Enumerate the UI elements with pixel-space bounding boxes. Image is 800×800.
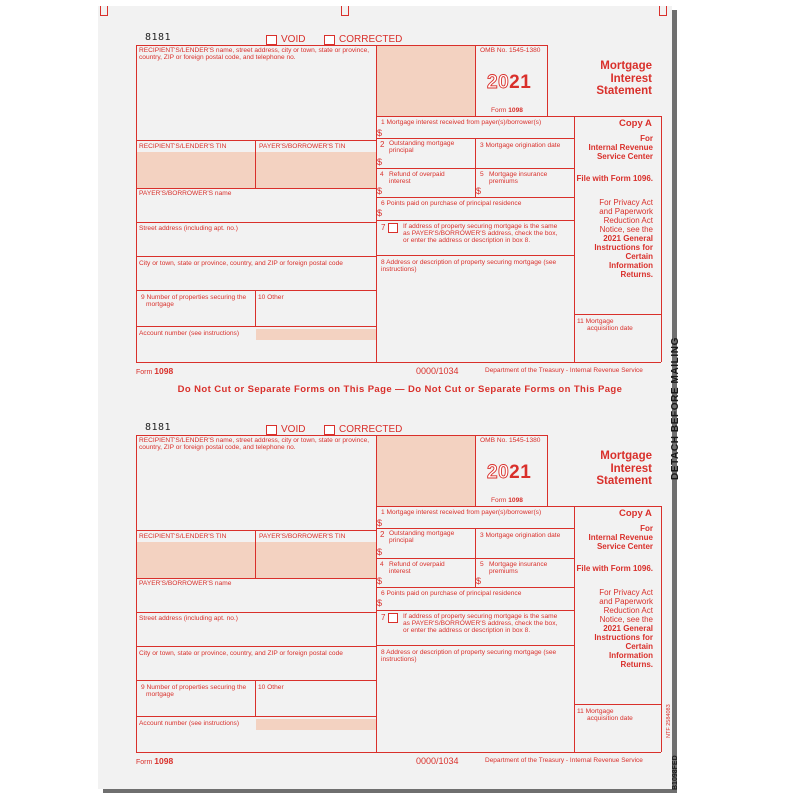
label-line: acquisition date — [587, 715, 633, 723]
box5-label — [489, 171, 547, 185]
box7-label — [403, 223, 573, 245]
rule — [255, 140, 256, 188]
form-word: Form — [491, 107, 507, 114]
recipient-tin-label: RECIPIENT'S/LENDER'S TIN — [139, 533, 227, 540]
form-name: 1098 — [508, 107, 523, 114]
box4-dollar: $ — [377, 186, 383, 196]
file-with-note: File with Form 1096. — [576, 174, 653, 183]
form-id — [491, 497, 523, 504]
rule — [136, 612, 376, 613]
rule — [136, 530, 376, 531]
rule — [376, 587, 574, 588]
label-line: If address of property securing mortgage is the same — [403, 223, 558, 230]
label-line: as PAYER'S/BORROWER'S address, check the box, — [403, 620, 558, 628]
box5-number: 5 — [480, 171, 484, 178]
box2-number: 2 — [380, 140, 385, 149]
side-line: Returns. — [620, 660, 653, 669]
side-line: For Privacy Act — [599, 588, 653, 597]
account-number-field[interactable] — [256, 719, 376, 730]
label-line: Outstanding mortgage — [389, 140, 455, 147]
box2-label — [389, 530, 454, 544]
side-line: For — [640, 524, 653, 533]
box1-amount-field[interactable] — [386, 127, 572, 137]
department-of-treasury: Department of the Treasury - Internal Revenue Service — [485, 757, 643, 764]
rule — [136, 646, 376, 647]
form-title — [562, 60, 652, 98]
box3-label: 3 Mortgage origination date — [480, 532, 561, 539]
year-prefix: 20 — [487, 72, 510, 93]
rule — [376, 197, 574, 198]
box1-amount-field[interactable] — [386, 517, 572, 527]
copy-a-label: Copy A — [619, 508, 652, 519]
city-state-zip-label: City or town, state or province, country, and ZIP or foreign postal code — [139, 650, 343, 657]
street-address-field[interactable] — [137, 624, 375, 645]
label-line: 11 Mortgage — [577, 708, 614, 715]
label-line: principal — [389, 537, 414, 545]
box4-dollar: $ — [377, 576, 383, 586]
side-line: Notice, see the — [599, 225, 653, 234]
payer-tin-field[interactable] — [256, 152, 376, 188]
title-line: Mortgage — [600, 450, 652, 462]
catalog-number: 0000/1034 — [416, 366, 459, 376]
box6-dollar: $ — [377, 208, 383, 218]
year-prefix: 20 — [487, 462, 510, 483]
rule — [136, 435, 547, 436]
office-use-shaded-area — [377, 46, 475, 116]
form-name: 1098 — [508, 497, 523, 504]
form-word: Form — [491, 497, 507, 504]
label-line: premiums — [489, 568, 518, 576]
department-of-treasury: Department of the Treasury - Internal Revenue Service — [485, 367, 643, 374]
box10-other-field[interactable] — [257, 302, 375, 325]
year-suffix: 21 — [509, 462, 532, 483]
rule — [661, 116, 662, 362]
payer-name-label: PAYER'S/BORROWER'S name — [139, 190, 232, 197]
side-line: Internal Revenue — [588, 533, 653, 542]
label-line: interest — [389, 568, 411, 576]
title-line: Interest — [610, 462, 652, 475]
box6-label: 6 Points paid on purchase of principal residence — [381, 200, 522, 207]
rule — [376, 506, 475, 507]
box5-amount-field[interactable] — [485, 575, 573, 586]
box5-number: 5 — [480, 561, 484, 568]
account-number-field[interactable] — [256, 329, 376, 340]
rule — [136, 362, 661, 363]
city-state-zip-field[interactable] — [137, 270, 375, 289]
copy-a-label: Copy A — [619, 118, 652, 129]
tax-year — [487, 462, 531, 484]
recipient-name-address-field[interactable] — [137, 64, 375, 139]
rule — [376, 45, 377, 362]
rule — [136, 578, 376, 579]
label-line: Refund of overpaid — [389, 561, 445, 568]
corrected-label: CORRECTED — [339, 424, 403, 435]
side-line: 2021 General — [603, 234, 653, 243]
recipient-tin-field[interactable] — [137, 542, 255, 578]
void-checkbox[interactable] — [266, 425, 277, 435]
rule — [547, 45, 548, 117]
rule — [376, 645, 574, 646]
payer-name-label: PAYER'S/BORROWER'S name — [139, 580, 232, 587]
detach-before-mailing: DETACH BEFORE MAILING — [670, 337, 681, 480]
void-checkbox[interactable] — [266, 35, 277, 45]
footer-form-name: 1098 — [154, 756, 174, 766]
label-line: 11 Mortgage — [577, 318, 614, 325]
side-line: Certain — [625, 252, 653, 261]
label-line: mortgage — [146, 301, 174, 309]
label-line: 9 Number of properties securing the — [141, 684, 247, 691]
rule — [376, 610, 574, 611]
box3-label: 3 Mortgage origination date — [480, 142, 561, 149]
rule — [136, 45, 547, 46]
footer-form-id — [136, 756, 173, 766]
box9-label — [141, 294, 246, 308]
file-with-note: File with Form 1096. — [576, 564, 653, 573]
rule — [136, 680, 376, 681]
payer-name-field[interactable] — [137, 589, 375, 611]
rule — [376, 116, 475, 117]
box5-dollar: $ — [476, 576, 482, 586]
street-address-label: Street address (including apt. no.) — [139, 615, 238, 622]
rule — [547, 435, 548, 507]
box1-dollar: $ — [377, 518, 383, 528]
rule — [475, 506, 547, 507]
year-suffix: 21 — [509, 72, 532, 93]
side-line: and Paperwork — [599, 207, 653, 216]
side-line: Instructions for — [594, 633, 653, 642]
box7-number: 7 — [381, 223, 386, 232]
recipient-name-address-label: RECIPIENT'S/LENDER'S name, street address, city or town, state or province, country, ZIP or foreign postal code, and telephone no. — [139, 47, 370, 62]
box8-property-field[interactable] — [378, 276, 573, 360]
box11-label — [577, 708, 633, 722]
privacy-act-note — [573, 588, 653, 669]
label-line: 9 Number of properties securing the — [141, 294, 247, 301]
label-line: Mortgage insurance — [489, 561, 548, 568]
office-use-shaded-area — [377, 436, 475, 506]
irs-center-note — [573, 524, 653, 551]
label-line: principal — [389, 147, 414, 155]
box4-number: 4 — [380, 171, 384, 178]
street-address-field[interactable] — [137, 234, 375, 255]
rule — [475, 435, 476, 507]
box5-dollar: $ — [476, 186, 482, 196]
form-1098-copy-top — [0, 0, 800, 392]
catalog-number: 0000/1034 — [416, 756, 459, 766]
box4-number: 4 — [380, 561, 384, 568]
rule — [475, 45, 476, 117]
rule — [376, 220, 574, 221]
product-sku: B1098FED — [672, 755, 679, 790]
side-line: Returns. — [620, 270, 653, 279]
title-line: Interest — [610, 72, 652, 85]
box11-date-field[interactable] — [576, 726, 660, 750]
box3-date-field[interactable] — [477, 152, 573, 167]
label-line: 8 Address or description of property securing mortgage (see — [381, 649, 557, 656]
box7-label — [403, 613, 573, 635]
payer-name-field[interactable] — [137, 199, 375, 221]
box8-label — [381, 649, 571, 663]
payer-tin-label: PAYER'S/BORROWER'S TIN — [259, 533, 346, 540]
form-id — [491, 107, 523, 114]
side-line: and Paperwork — [599, 597, 653, 606]
void-label: VOID — [281, 424, 306, 435]
irs-center-note — [573, 134, 653, 161]
omb-number: OMB No. 1545-1380 — [480, 437, 541, 444]
payer-tin-field[interactable] — [256, 542, 376, 578]
box2-amount-field[interactable] — [386, 156, 474, 167]
side-line: For Privacy Act — [599, 198, 653, 207]
do-not-cut-notice: Do Not Cut or Separate Forms on This Page — Do Not Cut or Separate Forms on This Page — [177, 384, 623, 395]
label-line: Mortgage insurance — [489, 171, 548, 178]
side-line: Notice, see the — [599, 615, 653, 624]
street-address-label: Street address (including apt. no.) — [139, 225, 238, 232]
label-line: interest — [389, 178, 411, 186]
box11-date-field[interactable] — [576, 336, 660, 360]
form-code-number: 8181 — [145, 32, 172, 43]
box4-label — [389, 561, 445, 575]
corrected-checkbox[interactable] — [324, 425, 335, 435]
side-line: Service Center — [596, 542, 653, 551]
rule — [475, 116, 547, 117]
label-line: instructions) — [381, 266, 417, 274]
rule — [255, 530, 256, 578]
box1-label: 1 Mortgage interest received from payer(s)/borrower(s) — [381, 119, 542, 126]
rule — [661, 506, 662, 752]
box5-amount-field[interactable] — [485, 185, 573, 196]
box11-label — [577, 318, 633, 332]
box2-number: 2 — [380, 530, 385, 539]
corrected-label: CORRECTED — [339, 34, 403, 45]
footer-form-id — [136, 366, 173, 376]
payer-tin-label: PAYER'S/BORROWER'S TIN — [259, 143, 346, 150]
label-line: premiums — [489, 178, 518, 186]
box10-label: 10 Other — [258, 294, 284, 301]
city-state-zip-field[interactable] — [137, 660, 375, 679]
side-line: Instructions for — [594, 243, 653, 252]
rule — [547, 116, 661, 117]
void-label: VOID — [281, 34, 306, 45]
rule — [136, 256, 376, 257]
box4-amount-field[interactable] — [386, 185, 474, 196]
box2-dollar: $ — [377, 547, 383, 557]
label-line: instructions) — [381, 656, 417, 664]
box2-amount-field[interactable] — [386, 546, 474, 557]
title-line: Mortgage — [600, 60, 652, 72]
privacy-act-note — [573, 198, 653, 279]
omb-number: OMB No. 1545-1380 — [480, 47, 541, 54]
box4-amount-field[interactable] — [386, 575, 474, 586]
recipient-name-address-label: RECIPIENT'S/LENDER'S name, street address, city or town, state or province, country, ZIP or foreign postal code, and telephone no. — [139, 437, 370, 452]
box6-dollar: $ — [377, 598, 383, 608]
label-line: as PAYER'S/BORROWER'S address, check the box, — [403, 230, 558, 238]
box8-label — [381, 259, 571, 273]
box2-dollar: $ — [377, 157, 383, 167]
box3-date-field[interactable] — [477, 542, 573, 557]
label-line: mortgage — [146, 691, 174, 699]
box1-dollar: $ — [377, 128, 383, 138]
box7-number: 7 — [381, 613, 386, 622]
form-title — [562, 450, 652, 488]
city-state-zip-label: City or town, state or province, country, and ZIP or foreign postal code — [139, 260, 343, 267]
label-line: or enter the address or description in box 8. — [403, 627, 531, 635]
rule — [255, 290, 256, 326]
tax-year — [487, 72, 531, 94]
label-line: Outstanding mortgage — [389, 530, 455, 537]
box7-checkbox[interactable] — [388, 613, 398, 623]
label-line: Refund of overpaid — [389, 171, 445, 178]
box6-amount-field[interactable] — [386, 207, 572, 219]
label-line: or enter the address or description in box 8. — [403, 237, 531, 245]
recipient-tin-field[interactable] — [137, 152, 255, 188]
side-line: Reduction Act — [603, 606, 653, 615]
recipient-name-address-field[interactable] — [137, 454, 375, 529]
account-number-label: Account number (see instructions) — [139, 720, 240, 727]
side-line: Information — [609, 261, 653, 270]
label-line: 8 Address or description of property securing mortgage (see — [381, 259, 557, 266]
box4-label — [389, 171, 445, 185]
form-code-number: 8181 — [145, 422, 172, 433]
side-line: Reduction Act — [603, 216, 653, 225]
label-line: If address of property securing mortgage is the same — [403, 613, 558, 620]
rule — [376, 255, 574, 256]
side-line: 2021 General — [603, 624, 653, 633]
rule — [255, 680, 256, 716]
box7-checkbox[interactable] — [388, 223, 398, 233]
box9-count-field[interactable] — [137, 312, 254, 325]
box10-label: 10 Other — [258, 684, 284, 691]
box10-other-field[interactable] — [257, 692, 375, 715]
rule — [136, 140, 376, 141]
account-number-label: Account number (see instructions) — [139, 330, 240, 337]
rule — [574, 314, 661, 315]
label-line: acquisition date — [587, 325, 633, 333]
footer-form-word: Form — [136, 369, 153, 376]
side-line: Certain — [625, 642, 653, 651]
rule — [376, 435, 377, 752]
ntf-code: NTF 2584083 — [666, 704, 672, 738]
title-line: Statement — [596, 475, 652, 487]
footer-form-word: Form — [136, 759, 153, 766]
rule — [136, 290, 376, 291]
side-line: For — [640, 134, 653, 143]
rule — [574, 704, 661, 705]
rule — [136, 752, 661, 753]
box6-label: 6 Points paid on purchase of principal residence — [381, 590, 522, 597]
box9-count-field[interactable] — [137, 702, 254, 715]
box6-amount-field[interactable] — [386, 597, 572, 609]
rule — [136, 188, 376, 189]
box8-property-field[interactable] — [378, 666, 573, 750]
title-line: Statement — [596, 85, 652, 97]
side-line: Service Center — [596, 152, 653, 161]
side-line: Internal Revenue — [588, 143, 653, 152]
footer-form-name: 1098 — [154, 366, 174, 376]
side-line: Information — [609, 651, 653, 660]
recipient-tin-label: RECIPIENT'S/LENDER'S TIN — [139, 143, 227, 150]
box2-label — [389, 140, 454, 154]
rule — [136, 326, 376, 327]
rule — [136, 222, 376, 223]
box5-label — [489, 561, 547, 575]
rule — [136, 716, 376, 717]
corrected-checkbox[interactable] — [324, 35, 335, 45]
box1-label: 1 Mortgage interest received from payer(s)/borrower(s) — [381, 509, 542, 516]
box9-label — [141, 684, 246, 698]
rule — [547, 506, 661, 507]
